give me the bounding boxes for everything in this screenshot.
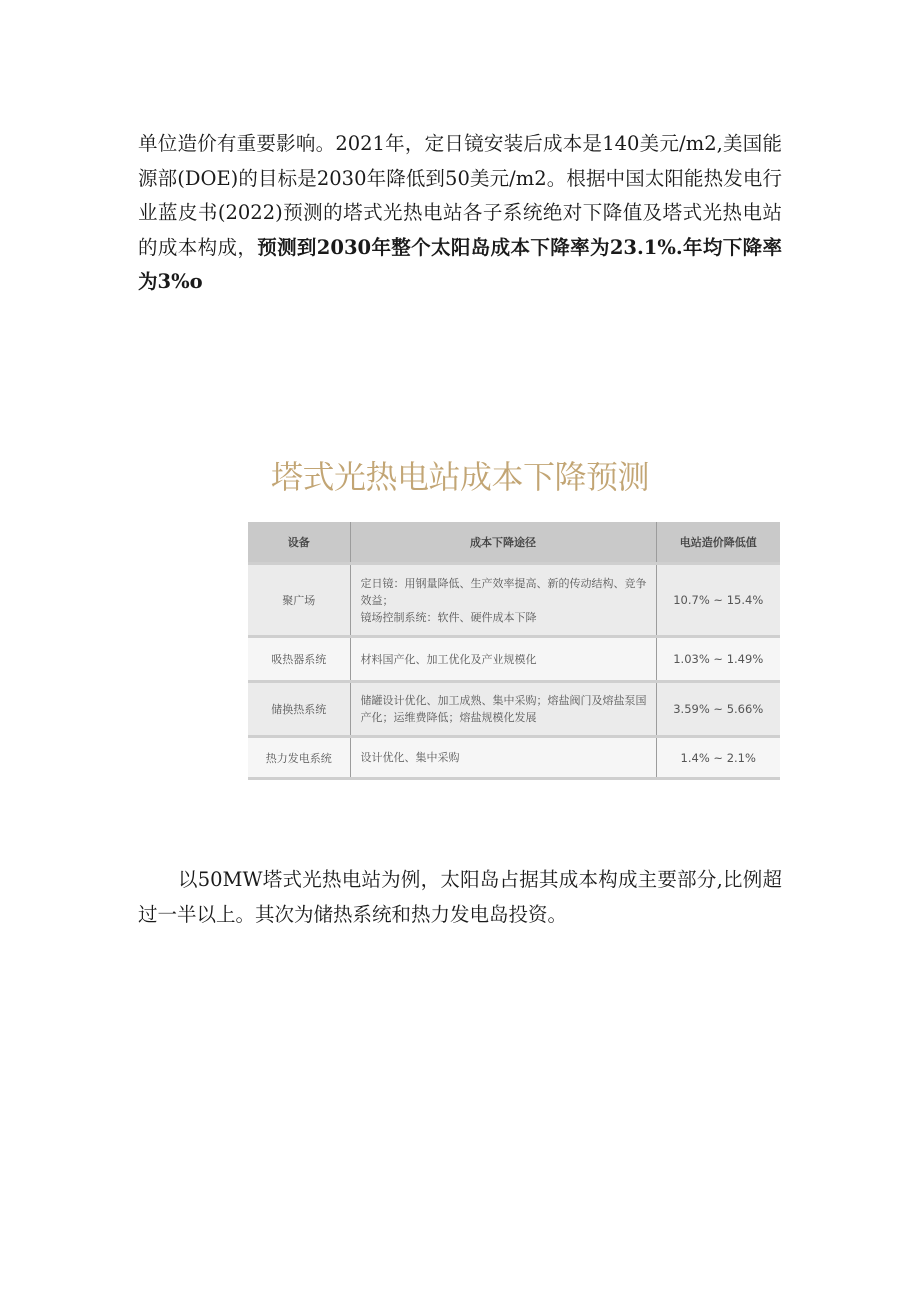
row-value: 1.03% ~ 1.49% [656, 637, 780, 682]
table-row [248, 682, 780, 737]
row-value: 1.4% ~ 2.1% [656, 737, 780, 779]
row-equipment: 热力发电系统 [248, 737, 350, 779]
row-value: 3.59% ~ 5.66% [656, 682, 780, 737]
intro-paragraph [138, 127, 782, 300]
figure-title: 塔式光热电站成本下降预测 [270, 458, 649, 496]
row-path: 储罐设计优化、加工成熟、集中采购；熔盐阀门及熔盐泵国产化；运维费降低；熔盐规模化发展 [350, 682, 656, 737]
row-path: 设计优化、集中采购 [350, 737, 656, 779]
table-row [248, 637, 780, 682]
header-equipment: 设备 [248, 522, 350, 564]
intro-text: 单位造价有重要影响。2021年，定日镜安装后成本是140美元/m2,美国能源部(DOE)的目标是2030年降低到50美元/m2。根据中国太阳能热发电行业蓝皮书(2022)预测的塔式光热电站各子系统绝对下降值及塔式光热电站的成本构成， [138, 132, 782, 259]
table-row [248, 564, 780, 637]
row-equipment: 聚广场 [248, 564, 350, 637]
table-row [248, 737, 780, 779]
row-equipment: 储换热系统 [248, 682, 350, 737]
row-path: 材料国产化、加工优化及产业规模化 [350, 637, 656, 682]
row-value: 10.7% ~ 15.4% [656, 564, 780, 637]
cost-reduction-table [248, 522, 780, 780]
row-path: 定日镜：用钢量降低、生产效率提高、新的传动结构、竞争效益； 镜场控制系统：软件、硬件成本下降 [350, 564, 656, 637]
intro-bold-text: 预测到2030年整个太阳岛成本下降率为23.1%.年均下降率为3%o [138, 235, 782, 293]
body-paragraph: 以50MW塔式光热电站为例，太阳岛占据其成本构成主要部分,比例超过一半以上。其次为储热系统和热力发电岛投资。 [138, 868, 782, 926]
header-value: 电站造价降低值 [656, 522, 780, 564]
table-header-row [248, 522, 780, 564]
row-equipment: 吸热器系统 [248, 637, 350, 682]
header-path: 成本下降途径 [350, 522, 656, 564]
